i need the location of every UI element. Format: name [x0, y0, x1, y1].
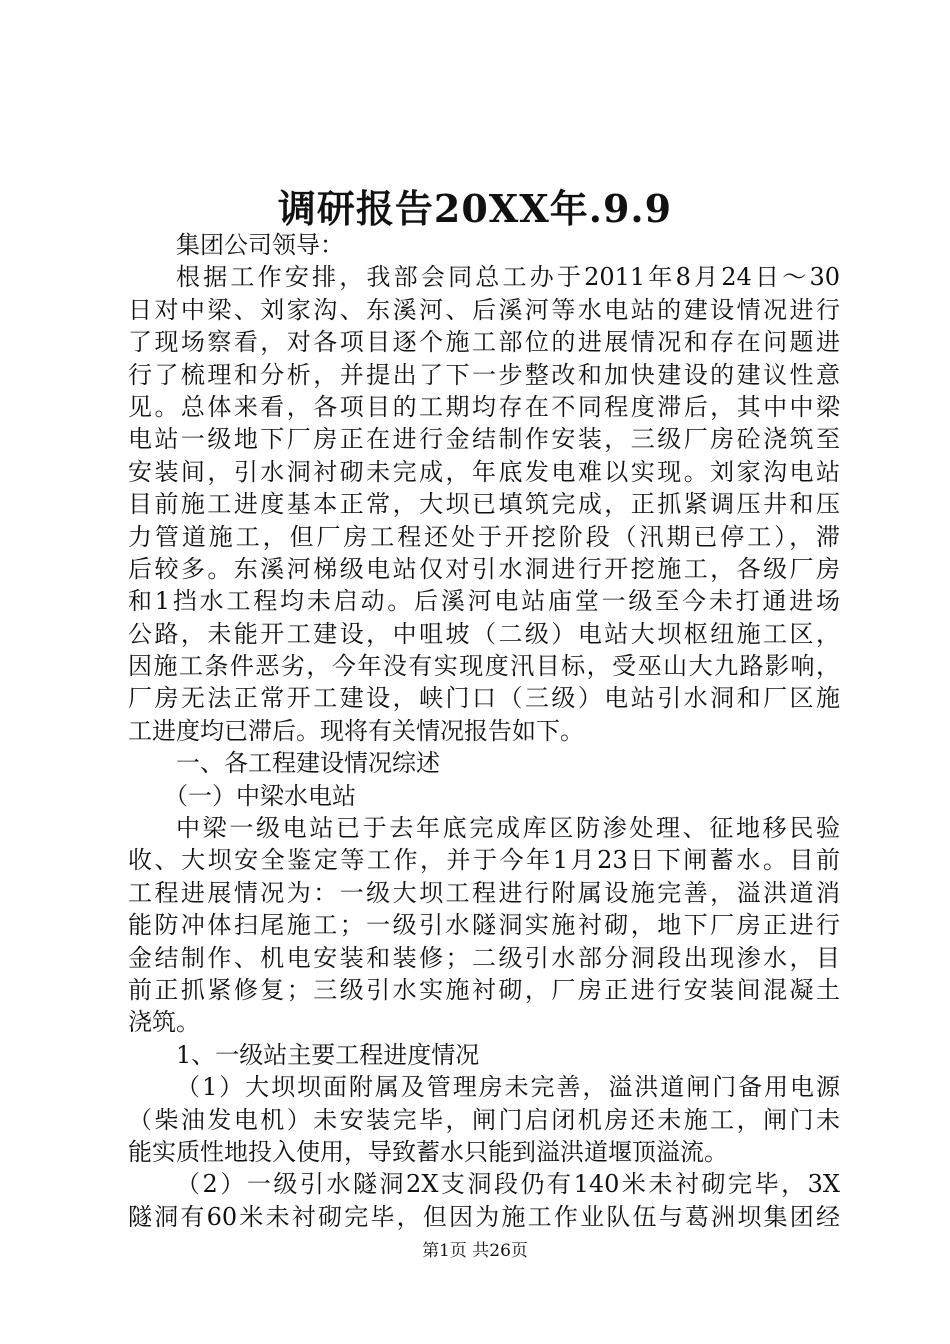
paragraph-line: 浇筑。: [128, 1008, 200, 1037]
paragraph-line: 隧洞有60米未衬砌完毕，但因为施工作业队伍与葛洲坝集团经: [128, 1202, 840, 1231]
paragraph-line: 前正抓紧修复；三级引水实施衬砌，厂房正进行安装间混凝土: [128, 975, 840, 1004]
paragraph-line: 电站一级地下厂房正在进行金结制作安装，三级厂房砼浇筑至: [128, 425, 840, 454]
paragraph-line: 根据工作安排，我部会同总工办于2011年8月24日～30: [176, 263, 840, 292]
paragraph-line: 行了梳理和分析，并提出了下一步整改和加快建设的建议性意: [128, 360, 840, 389]
item-heading: 1、一级站主要工程进度情况: [176, 1040, 480, 1069]
subsection-heading: （一）中梁水电站: [164, 781, 356, 810]
document-body: [128, 229, 840, 1233]
paragraph-line: 工进度均已滞后。现将有关情况报告如下。: [128, 716, 584, 745]
paragraph-line: 力管道施工，但厂房工程还处于开挖阶段（汛期已停工），滞: [128, 522, 840, 551]
paragraph-line: （1）大坝坝面附属及管理房未完善，溢洪道闸门备用电源: [176, 1073, 840, 1102]
paragraph-line: 工程进展情况为：一级大坝工程进行附属设施完善，溢洪道消: [128, 878, 840, 907]
page-number-footer: 第1页 共26页: [422, 1241, 528, 1261]
paragraph-line: 公路，未能开工建设，中咀坡（二级）电站大坝枢纽施工区，: [128, 619, 840, 648]
paragraph-line: 因施工条件恶劣，今年没有实现度汛目标，受巫山大九路影响，: [128, 652, 840, 681]
paragraph-line: 中梁一级电站已于去年底完成库区防渗处理、征地移民验: [176, 814, 840, 843]
paragraph-line: 厂房无法正常开工建设，峡门口（三级）电站引水洞和厂区施: [128, 684, 840, 713]
paragraph-line: 日对中梁、刘家沟、东溪河、后溪河等水电站的建设情况进行: [128, 295, 840, 324]
paragraph-line: 安装间，引水洞衬砌未完成，年底发电难以实现。刘家沟电站: [128, 457, 840, 486]
paragraph-line: （2）一级引水隧洞2X支洞段仍有140米未衬砌完毕，3X: [176, 1170, 840, 1199]
paragraph-line: （柴油发电机）未安装完毕，闸门启闭机房还未施工，闸门未: [128, 1105, 840, 1134]
salutation-line: 集团公司领导：: [176, 231, 344, 259]
paragraph-line: 能实质性地投入使用，导致蓄水只能到溢洪道堰顶溢流。: [128, 1137, 728, 1166]
paragraph-line: 收、大坝安全鉴定等工作，并于今年1月23日下闸蓄水。目前: [128, 846, 840, 875]
paragraph-line: 金结制作、机电安装和装修；二级引水部分洞段出现渗水，目: [128, 943, 840, 972]
paragraph-line: 了现场察看，对各项目逐个施工部位的进展情况和存在问题进: [128, 328, 840, 357]
document-title: 调研报告20XX年.9.9: [277, 186, 673, 231]
paragraph-line: 和1挡水工程均未启动。后溪河电站庙堂一级至今未打通进场: [128, 587, 840, 616]
paragraph-line: 后较多。东溪河梯级电站仅对引水洞进行开挖施工，各级厂房: [128, 554, 840, 583]
section-heading: 一、各工程建设情况综述: [176, 749, 440, 778]
paragraph-line: 目前施工进度基本正常，大坝已填筑完成，正抓紧调压井和压: [128, 490, 840, 519]
paragraph-line: 见。总体来看，各项目的工期均存在不同程度滞后，其中中梁: [128, 392, 840, 421]
paragraph-line: 能防冲体扫尾施工；一级引水隧洞实施衬砌，地下厂房正进行: [128, 911, 840, 940]
